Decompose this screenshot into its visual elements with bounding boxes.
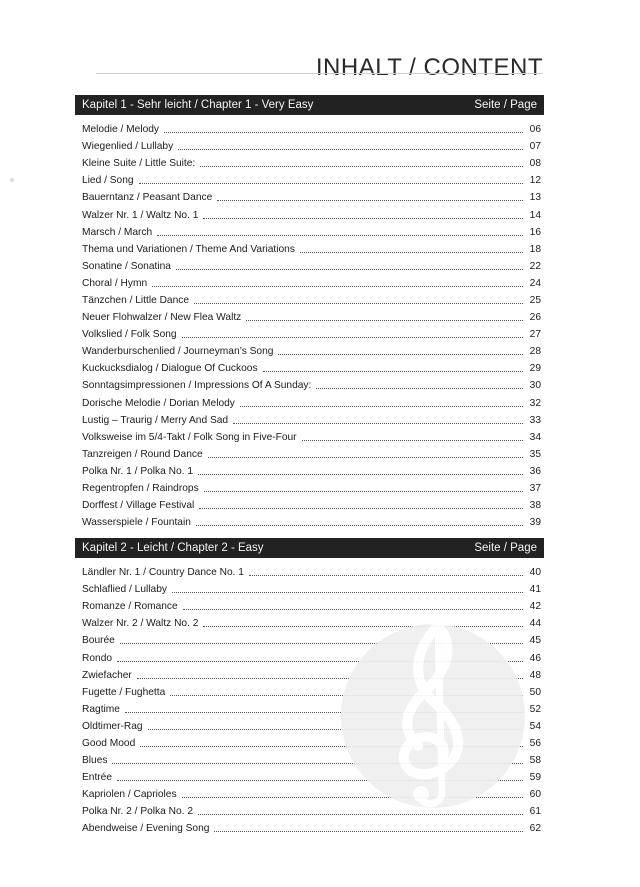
toc-entry-title: Choral / Hymn (82, 277, 148, 289)
toc-entry-title: Dorische Melodie / Dorian Melody (82, 397, 235, 409)
chapter-1-header (75, 95, 544, 115)
toc-entry-title: Ländler Nr. 1 / Country Dance No. 1 (82, 567, 244, 579)
toc-entry-page: 44 (529, 618, 541, 630)
chapter-1-title: Kapitel 1 - Sehr leicht / Chapter 1 - Very Easy (82, 99, 314, 111)
page-speck (10, 178, 14, 182)
toc-entry-title: Ragtime (82, 703, 120, 715)
toc-entry (75, 360, 544, 377)
toc-entry-page: 29 (529, 363, 541, 375)
dot-leader (316, 388, 523, 389)
dot-leader (233, 423, 523, 424)
dot-leader (263, 371, 523, 372)
toc-entry (75, 155, 544, 172)
dot-leader (300, 252, 523, 253)
toc-entry-page: 35 (529, 448, 541, 460)
toc-entry-title: Polka Nr. 1 / Polka No. 1 (82, 465, 193, 477)
toc-entry-title: Volkslied / Folk Song (82, 329, 177, 341)
dot-leader (172, 592, 523, 593)
dot-leader (208, 457, 523, 458)
chapter-1-page-label: Seite / Page (474, 99, 537, 111)
toc-entry (75, 564, 544, 581)
toc-entry-page: 27 (529, 329, 541, 341)
toc-entry-title: Fugette / Fughetta (82, 686, 166, 698)
dot-leader (199, 508, 523, 509)
toc-entry (75, 224, 544, 241)
toc-entry (75, 309, 544, 326)
toc-entry (75, 343, 544, 360)
toc-entry-title: Tänzchen / Little Dance (82, 294, 190, 306)
toc-entry-page: 50 (529, 686, 541, 698)
dot-leader (217, 200, 523, 201)
toc-entry-title: Sonntagsimpressionen / Impressions Of A Sunday: (82, 380, 312, 392)
toc-entry-page: 54 (529, 720, 541, 732)
toc-entry-title: Bauerntanz / Peasant Dance (82, 192, 213, 204)
toc-entry-title: Polka Nr. 2 / Polka No. 2 (82, 806, 193, 818)
toc-entry-page: 26 (529, 312, 541, 324)
toc-entry-title: Rondo (82, 652, 113, 664)
toc-entry-title: Thema und Variationen / Theme And Variations (82, 243, 295, 255)
toc-entry-title: Entrée (82, 772, 113, 784)
toc-entry-page: 62 (529, 823, 541, 835)
dot-leader (249, 575, 523, 576)
toc-entry-page: 36 (529, 465, 541, 477)
dot-leader (203, 218, 523, 219)
toc-entry-page: 30 (529, 380, 541, 392)
toc-entry-title: Tanzreigen / Round Dance (82, 448, 203, 460)
chapter-2-page-label: Seite / Page (474, 542, 537, 554)
toc-entry (75, 429, 544, 446)
dot-leader (198, 474, 523, 475)
toc-entry-page: 37 (529, 483, 541, 495)
toc-entry-title: Walzer Nr. 1 / Waltz No. 1 (82, 209, 199, 221)
toc-entry-page: 46 (529, 652, 541, 664)
toc-entry-title: Schlaflied / Lullaby (82, 584, 167, 596)
dot-leader (278, 354, 523, 355)
dot-leader (204, 491, 523, 492)
toc-entry (75, 377, 544, 394)
toc-entry-page: 38 (529, 500, 541, 512)
toc-entry-page: 25 (529, 294, 541, 306)
toc-entry-page: 13 (529, 192, 541, 204)
dot-leader (182, 337, 523, 338)
dot-leader (196, 525, 523, 526)
dot-leader (157, 235, 523, 236)
toc-entry-page: 59 (529, 772, 541, 784)
chapter-1-entries (75, 121, 544, 531)
toc-entry-title: Lustig – Traurig / Merry And Sad (82, 414, 229, 426)
toc-entry-title: Abendweise / Evening Song (82, 823, 210, 835)
toc-entry-title: Kapriolen / Caprioles (82, 789, 177, 801)
toc-entry (75, 206, 544, 223)
toc-entry (75, 820, 544, 837)
toc-entry-title: Wiegenlied / Lullaby (82, 141, 174, 153)
toc-entry-page: 61 (529, 806, 541, 818)
dot-leader (214, 831, 523, 832)
toc-entry-title: Regentropfen / Raindrops (82, 483, 199, 495)
toc-entry-page: 16 (529, 226, 541, 238)
toc-entry (75, 258, 544, 275)
toc-entry (75, 241, 544, 258)
toc-entry-page: 18 (529, 243, 541, 255)
toc-entry-title: Zwiefacher (82, 669, 132, 681)
dot-leader (194, 303, 523, 304)
toc-entry (75, 497, 544, 514)
toc-entry (75, 292, 544, 309)
toc-entry-page: 40 (529, 567, 541, 579)
chapter-1-section (75, 95, 544, 531)
toc-entry (75, 326, 544, 343)
toc-entry-page: 56 (529, 737, 541, 749)
toc-entry-page: 45 (529, 635, 541, 647)
toc-entry-title: Melodie / Melody (82, 124, 160, 136)
toc-entry-title: Wasserspiele / Fountain (82, 517, 191, 529)
toc-entry-title: Wanderburschenlied / Journeyman’s Song (82, 346, 274, 358)
toc-entry-title: Marsch / March (82, 226, 153, 238)
toc-entry-page: 48 (529, 669, 541, 681)
toc-entry-page: 08 (529, 158, 541, 170)
toc-entry-title: Lied / Song (82, 175, 134, 187)
chapter-2-title: Kapitel 2 - Leicht / Chapter 2 - Easy (82, 542, 264, 554)
dot-leader (176, 269, 523, 270)
toc-entry-title: Dorffest / Village Festival (82, 500, 195, 512)
dot-leader (200, 166, 523, 167)
toc-entry-page: 22 (529, 260, 541, 272)
toc-entry-page: 58 (529, 755, 541, 767)
toc-entry-page: 07 (529, 141, 541, 153)
toc-entry (75, 395, 544, 412)
dot-leader (152, 286, 523, 287)
toc-entry (75, 121, 544, 138)
toc-entry-page: 28 (529, 346, 541, 358)
dot-leader (302, 440, 523, 441)
toc-entry-title: Kuckucksdialog / Dialogue Of Cuckoos (82, 363, 258, 375)
toc-entry (75, 412, 544, 429)
toc-entry (75, 172, 544, 189)
chapter-2-header (75, 538, 544, 558)
toc-entry-title: Kleine Suite / Little Suite: (82, 158, 196, 170)
toc-entry-page: 52 (529, 703, 541, 715)
toc-entry (75, 480, 544, 497)
toc-entry (75, 581, 544, 598)
toc-entry-page: 32 (529, 397, 541, 409)
toc-entry-page: 06 (529, 124, 541, 136)
toc-entry-page: 34 (529, 431, 541, 443)
toc-entry-page: 60 (529, 789, 541, 801)
toc-entry-page: 42 (529, 601, 541, 613)
toc-entry-title: Walzer Nr. 2 / Waltz No. 2 (82, 618, 199, 630)
toc-entry-page: 39 (529, 517, 541, 529)
toc-entry-page: 33 (529, 414, 541, 426)
dot-leader (240, 406, 523, 407)
toc-entry (75, 446, 544, 463)
toc-entry-title: Neuer Flohwalzer / New Flea Waltz (82, 312, 242, 324)
toc-entry-title: Romanze / Romance (82, 601, 178, 613)
toc-entry-page: 14 (529, 209, 541, 221)
page-title: INHALT / CONTENT (315, 54, 543, 82)
toc-entry (75, 189, 544, 206)
toc-entry-title: Oldtimer-Rag (82, 720, 143, 732)
toc-entry-title: Volksweise im 5/4-Takt / Folk Song in Five-Four (82, 431, 297, 443)
dot-leader (139, 183, 523, 184)
toc-entry (75, 275, 544, 292)
toc-entry-page: 12 (529, 175, 541, 187)
dot-leader (178, 149, 523, 150)
toc-entry (75, 463, 544, 480)
toc-entry (75, 138, 544, 155)
treble-clef-watermark-icon (338, 606, 528, 816)
toc-entry (75, 514, 544, 531)
title-divider (96, 73, 543, 74)
toc-entry-title: Sonatine / Sonatina (82, 260, 171, 272)
toc-entry-page: 24 (529, 277, 541, 289)
toc-entry-page: 41 (529, 584, 541, 596)
dot-leader (246, 320, 523, 321)
toc-entry-title: Blues (82, 755, 108, 767)
toc-entry-title: Bourée (82, 635, 115, 647)
dot-leader (164, 132, 523, 133)
toc-entry-title: Good Mood (82, 737, 136, 749)
